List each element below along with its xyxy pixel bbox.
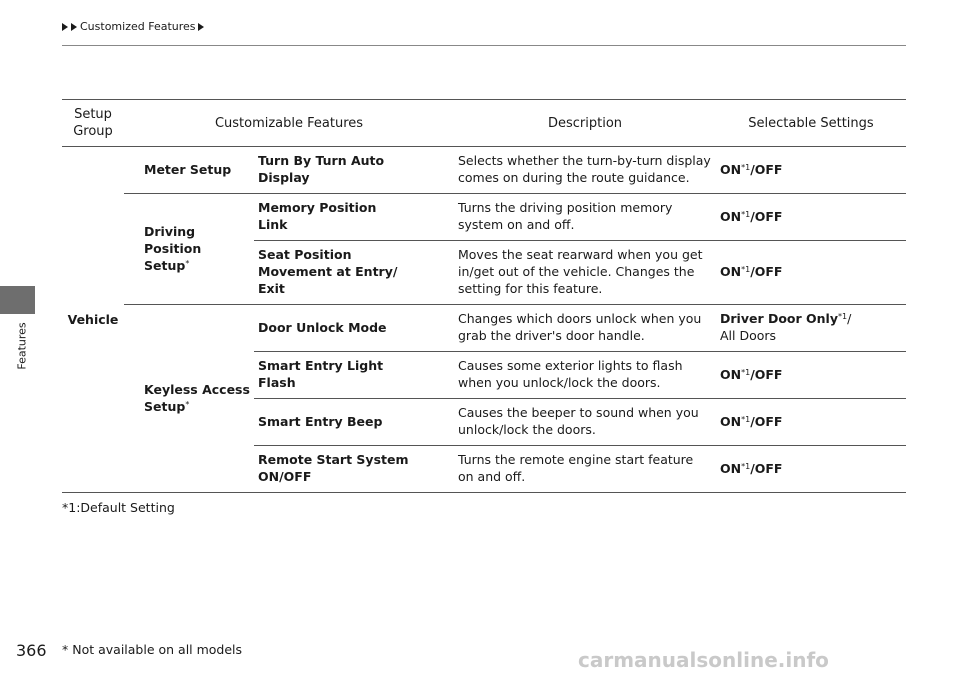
feature-name: Seat Position Movement at Entry/ Exit <box>254 241 454 305</box>
table-row <box>62 305 906 352</box>
feature-setting: ON$^{*1}$/OFF <box>716 147 906 194</box>
header-selectable-settings: Selectable Settings <box>716 100 906 147</box>
setup-group-cell: Vehicle <box>62 147 124 493</box>
table-header-row <box>62 100 906 147</box>
feature-description: Turns the remote engine start feature on and off. <box>454 446 716 493</box>
feature-description: Changes which doors unlock when you grab the driver's door handle. <box>454 305 716 352</box>
customized-features-table <box>62 99 906 493</box>
header-customizable-features: Customizable Features <box>124 100 454 147</box>
feature-setting: ON$^{*1}$/OFF <box>716 352 906 399</box>
feature-setting: ON$^{*1}$/OFF <box>716 446 906 493</box>
feature-description: Selects whether the turn-by-turn display comes on during the route guidance. <box>454 147 716 194</box>
breadcrumb-item[interactable]: Customized Features <box>80 20 196 33</box>
availability-note: * Not available on all models <box>62 642 243 657</box>
header-setup-group: Setup Group <box>62 100 124 147</box>
feature-description: Turns the driving position memory system on and off. <box>454 194 716 241</box>
feature-setting: Driver Door Only$^{*1}$/ All Doors <box>716 305 906 352</box>
subgroup-meter-setup: Meter Setup <box>124 147 254 194</box>
breadcrumb <box>62 20 205 33</box>
subgroup-driving-position-setup: Driving Position Setup* <box>124 194 254 305</box>
feature-name: Smart Entry Light Flash <box>254 352 454 399</box>
feature-description: Causes the beeper to sound when you unlock/lock the doors. <box>454 399 716 446</box>
subgroup-keyless-access-setup: Keyless Access Setup* <box>124 305 254 493</box>
feature-name: Door Unlock Mode <box>254 305 454 352</box>
feature-setting: ON$^{*1}$/OFF <box>716 241 906 305</box>
page-number: 366 <box>16 641 47 660</box>
default-setting-footnote: *1:Default Setting <box>62 500 175 515</box>
table-row <box>62 147 906 194</box>
feature-description: Moves the seat rearward when you get in/get out of the vehicle. Changes the setting for this feature. <box>454 241 716 305</box>
breadcrumb-arrow-icon <box>198 23 204 31</box>
feature-name: Remote Start System ON/OFF <box>254 446 454 493</box>
feature-description: Causes some exterior lights to flash when you unlock/lock the doors. <box>454 352 716 399</box>
feature-name: Memory Position Link <box>254 194 454 241</box>
feature-setting: ON$^{*1}$/OFF <box>716 399 906 446</box>
header-description: Description <box>454 100 716 147</box>
feature-name: Smart Entry Beep <box>254 399 454 446</box>
breadcrumb-arrow-icon <box>71 23 77 31</box>
feature-name: Turn By Turn Auto Display <box>254 147 454 194</box>
breadcrumb-arrow-icon <box>62 23 68 31</box>
header-rule <box>62 45 906 46</box>
section-side-label: Features <box>15 322 29 370</box>
section-tab-marker <box>0 286 35 314</box>
feature-setting: ON$^{*1}$/OFF <box>716 194 906 241</box>
watermark: carmanualsonline.info <box>578 648 829 672</box>
table-row <box>62 194 906 241</box>
